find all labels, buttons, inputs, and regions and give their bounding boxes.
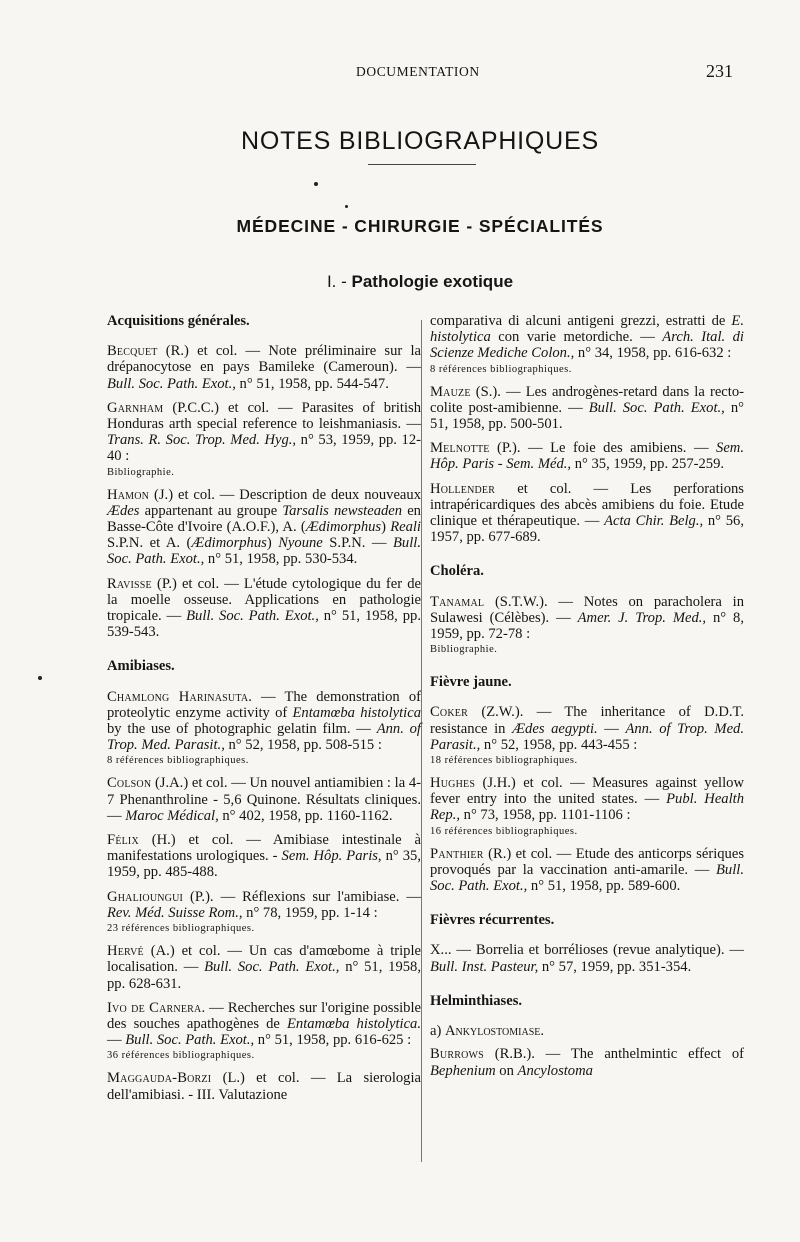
right-column bbox=[430, 313, 744, 1087]
bib-entry bbox=[107, 943, 421, 992]
bib-entry-continued bbox=[430, 313, 744, 376]
sub-heading-label: Ankylostomiase. bbox=[445, 1023, 545, 1040]
bib-entry bbox=[430, 384, 744, 433]
page-number: 231 bbox=[706, 61, 733, 81]
journal-ref: Maroc Médical, bbox=[125, 807, 219, 824]
margin-mark bbox=[38, 676, 42, 680]
bib-entry bbox=[430, 481, 744, 546]
journal-ref: Bull. Inst. Pasteur, bbox=[430, 958, 539, 975]
ornament-dot bbox=[314, 182, 318, 186]
entry-text: — Borrelia et borrélioses (revue analytique). — bbox=[451, 942, 744, 959]
entry-text: S.P.N. — bbox=[322, 535, 394, 552]
bib-entry bbox=[430, 846, 744, 895]
entry-pages: n° 51, 1958, pp. 500-501. bbox=[430, 399, 744, 433]
entry-text: . — The demonstration of proteolytic enzyme activity of bbox=[107, 688, 421, 721]
bib-entry bbox=[430, 775, 744, 838]
bib-entry bbox=[107, 689, 421, 768]
entry-pages: n° 57, 1959, pp. 351-354. bbox=[538, 958, 692, 975]
entry-pages: n° 51, 1958, pp. 589-600. bbox=[527, 878, 681, 895]
journal-ref: Ann. of Trop. Med. Parasit., bbox=[430, 720, 744, 753]
author: Ghalioungui bbox=[107, 888, 184, 905]
entry-text: (P.) et col. — L'étude cytologique du fer de la moelle osseuse. Applications en pathologie tropicale. — bbox=[107, 575, 421, 625]
entry-text: — bbox=[597, 720, 626, 737]
entry-text: appartenant au groupe bbox=[139, 502, 283, 519]
sub-heading-ankylostomiase bbox=[430, 1023, 744, 1039]
author: Colson bbox=[107, 775, 152, 792]
author: Ravisse bbox=[107, 575, 152, 592]
bib-note: 16 références bibliographiques. bbox=[430, 825, 578, 837]
bib-entry bbox=[107, 1000, 421, 1063]
ornament-dot bbox=[345, 205, 348, 208]
entry-pages: n° 51, 1958, pp. 616-625 : bbox=[254, 1032, 412, 1049]
entry-text: (R.B.). — The anthelmintic effect of bbox=[483, 1046, 744, 1063]
entry-text: (L.) et col. — La sierologia dell'amibiasi. - III. Valutazione bbox=[107, 1070, 421, 1103]
species-name: Entamœba histolytica. bbox=[287, 1015, 422, 1032]
journal-ref: Sem. Hôp. Paris - Sem. Méd., bbox=[430, 440, 744, 473]
author: Melnotte bbox=[430, 440, 490, 457]
author: Panthier bbox=[430, 845, 484, 862]
author: Ivo de Carnera bbox=[107, 999, 202, 1016]
journal-ref: Trans. R. Soc. Trop. Med. Hyg., bbox=[107, 432, 297, 449]
author: Hervé bbox=[107, 943, 144, 960]
bib-entry bbox=[430, 1046, 744, 1078]
title-rule bbox=[368, 164, 476, 165]
entry-pages: n° 52, 1958, pp. 443-455 : bbox=[480, 736, 638, 753]
bib-entry bbox=[430, 942, 744, 974]
entry-text: — bbox=[107, 1032, 126, 1049]
bib-entry bbox=[107, 343, 421, 392]
author: Hughes bbox=[430, 775, 476, 792]
author: Chamlong Harinasuta bbox=[107, 688, 249, 705]
entry-pages: n° 8, 1959, pp. 72-78 : bbox=[430, 609, 744, 643]
entry-text: . — Recherches sur l'origine possible des souches apathogènes de bbox=[107, 999, 422, 1032]
author: Garnham bbox=[107, 399, 164, 416]
entry-text: (J.) et col. — Description de deux nouveaux bbox=[149, 486, 421, 503]
bib-entry bbox=[430, 440, 744, 472]
bib-note: 8 références bibliographiques. bbox=[430, 363, 572, 375]
author: Hamon bbox=[107, 486, 150, 503]
author: Mauze bbox=[430, 383, 471, 400]
species-name: Bephenium bbox=[430, 1062, 496, 1079]
entry-pages: n° 73, 1958, pp. 1101-1106 : bbox=[460, 807, 631, 824]
subsection-name: Pathologie exotique bbox=[351, 272, 514, 291]
entry-text: by the use of photographic gelatin film. — bbox=[107, 721, 377, 738]
bib-entry bbox=[107, 487, 421, 568]
entry-pages: n° 402, 1958, pp. 1160-1162. bbox=[218, 807, 393, 824]
bib-note: Bibliographie. bbox=[430, 644, 498, 656]
entry-text: (S.T.W.). — Notes on paracholera in Sulawesi (Célèbes). — bbox=[430, 593, 744, 626]
species-name: Ancylostoma bbox=[517, 1062, 593, 1079]
author: Tanamal bbox=[430, 593, 485, 610]
entry-pages: n° 78, 1959, pp. 1-14 : bbox=[242, 904, 378, 921]
entry-text: (J.H.) et col. — Measures against yellow fever entry into the united states. — bbox=[430, 775, 744, 808]
entry-pages: n° 35, 1959, pp. 485-488. bbox=[107, 848, 421, 881]
journal-ref: Rev. Méd. Suisse Rom., bbox=[107, 904, 243, 921]
species-name: E. histolytica bbox=[430, 313, 744, 346]
entry-text: et col. — Les perforations intrapéricardiques des abcès amibiens du foie. Etude clinique et thérapeutique. — bbox=[430, 480, 744, 530]
bib-entry bbox=[430, 594, 744, 657]
entry-pages: n° 56, 1957, pp. 677-689. bbox=[430, 513, 744, 546]
author: Becquet bbox=[107, 343, 158, 360]
species-name: Tarsalis newsteaden bbox=[282, 502, 403, 519]
entry-text: ) bbox=[266, 535, 279, 552]
journal-ref: Bull. Soc. Path. Exot., bbox=[430, 861, 744, 895]
entry-pages: n° 51, 1958, pp. 539-543. bbox=[107, 608, 421, 641]
entry-text: S.P.N. et A. ( bbox=[107, 535, 192, 552]
entry-pages: n° 53, 1959, pp. 12-40 : bbox=[107, 432, 421, 465]
bib-entry bbox=[107, 576, 421, 641]
author: Coker bbox=[430, 704, 468, 721]
entry-pages: n° 35, 1959, pp. 257-259. bbox=[571, 456, 725, 473]
heading-fievres-recurrentes: Fièvres récurrentes. bbox=[430, 912, 555, 929]
journal-ref: Bull. Soc. Path. Exot., bbox=[588, 399, 725, 416]
entry-text: (P.). — Réflexions sur l'amibiase. — bbox=[183, 888, 421, 905]
journal-ref: Ann. of Trop. Med. Parasit., bbox=[107, 721, 421, 754]
bib-note: 36 références bibliographiques. bbox=[107, 1050, 255, 1062]
heading-amibiases: Amibiases. bbox=[107, 658, 175, 675]
species-name: Ædes bbox=[107, 502, 140, 519]
entry-text: (H.) et col. — Amibiase intestinale à manifestations urologiques. - bbox=[107, 832, 421, 865]
journal-ref: Publ. Health Rep., bbox=[430, 791, 744, 824]
journal-ref: Sem. Hôp. Paris, bbox=[281, 848, 382, 865]
entry-text: (P.C.C.) et col. — Parasites of british Honduras arth special reference to leishmaniasis. — bbox=[107, 399, 421, 433]
heading-acquisitions: Acquisitions générales. bbox=[107, 313, 250, 329]
entry-text: (Z.W.). — The inheritance of D.D.T. resistance in bbox=[430, 704, 744, 737]
author: Félix bbox=[107, 832, 139, 849]
journal-ref: Amer. J. Trop. Med., bbox=[577, 609, 707, 626]
bib-entry bbox=[107, 775, 421, 824]
entry-text: (A.) et col. — Un cas d'amœbome à triple localisation. — bbox=[107, 943, 421, 976]
species-name: Nyoune bbox=[278, 535, 323, 552]
author: Hollender bbox=[430, 480, 496, 497]
entry-text: ) bbox=[381, 519, 391, 536]
entry-pages: n° 51, 1958, pp. 544-547. bbox=[235, 375, 389, 392]
bib-note: 18 références bibliographiques. bbox=[430, 755, 578, 767]
author: X... bbox=[430, 942, 452, 959]
journal-ref: Acta Chir. Belg., bbox=[604, 513, 704, 530]
entry-text: (S.). — Les androgènes-retard dans la recto-colite post-amibienne. — bbox=[430, 383, 744, 416]
entry-text: (J.A.) et col. — Un nouvel antiamibien : la 4-7 Phenanthroline - 5,6 Quinone. Résultats cliniques. — bbox=[107, 775, 421, 824]
heading-cholera: Choléra. bbox=[430, 563, 484, 580]
journal-ref: Bull. Soc. Path. Exot., bbox=[186, 608, 319, 625]
bib-entry bbox=[107, 1070, 421, 1102]
bib-note: Bibliographie. bbox=[107, 466, 175, 478]
species-name: Ædimorphus bbox=[191, 535, 267, 552]
species-name: Entamœba histolytica bbox=[292, 704, 421, 721]
left-column bbox=[107, 313, 421, 1111]
heading-helminthiases: Helminthiases. bbox=[430, 992, 523, 1009]
heading-fievre-jaune: Fièvre jaune. bbox=[430, 674, 512, 691]
entry-text: (R.) et col. — Note préliminaire sur la drépanocytose en pays Bamileke (Cameroun). — bbox=[107, 343, 421, 376]
entry-pages: n° 34, 1958, pp. 616-632 : bbox=[574, 345, 732, 362]
bib-note: 8 références bibliographiques. bbox=[107, 755, 249, 767]
section-title: MÉDECINE - CHIRURGIE - SPÉCIALITÉS bbox=[236, 216, 604, 236]
entry-text: comparativa di alcuni antigeni grezzi, estratti de bbox=[430, 313, 732, 329]
species-name: Ædimorphus bbox=[305, 519, 382, 536]
journal-ref: Bull. Soc. Path. Exot., bbox=[125, 1032, 255, 1049]
journal-ref: Arch. Ital. di Scienze Mediche Colon., bbox=[430, 329, 744, 362]
bib-note: 23 références bibliographiques. bbox=[107, 923, 255, 935]
sub-heading-prefix: a) bbox=[430, 1023, 445, 1040]
author: Maggauda-Borzi bbox=[107, 1070, 212, 1087]
entry-text: (R.) et col. — Etude des anticorps sériques provoqués par la vaccination anti-amarile. — bbox=[430, 845, 744, 878]
page-title: NOTES BIBLIOGRAPHIQUES bbox=[241, 127, 599, 155]
species-name: Ædes aegypti. bbox=[512, 720, 598, 737]
entry-text: on bbox=[495, 1062, 518, 1079]
bib-entry bbox=[107, 889, 421, 935]
subsection-prefix: I. - bbox=[326, 272, 347, 291]
entry-pages: n° 52, 1958, pp. 508-515 : bbox=[224, 737, 382, 754]
entry-pages: n° 51, 1958, pp. 628-631. bbox=[107, 959, 421, 992]
entry-text: con varie metordiche. — bbox=[490, 329, 663, 346]
journal-ref: Bull. Soc. Path. Exot., bbox=[204, 959, 340, 976]
running-title: DOCUMENTATION bbox=[356, 64, 480, 79]
species-name: Reali bbox=[390, 519, 421, 536]
journal-ref: Bull. Soc. Path. Exot., bbox=[107, 535, 421, 568]
bib-entry bbox=[107, 400, 421, 479]
bib-entry bbox=[107, 832, 421, 881]
entry-pages: n° 51, 1958, pp. 530-534. bbox=[204, 551, 358, 568]
running-header bbox=[0, 61, 800, 84]
entry-text: en Basse-Côte d'Ivoire (A.O.F.), A. ( bbox=[107, 502, 421, 536]
entry-text: (P.). — Le foie des amibiens. — bbox=[489, 440, 717, 457]
bib-entry bbox=[430, 704, 744, 767]
subsection-title bbox=[0, 272, 800, 292]
column-divider bbox=[421, 320, 422, 1162]
journal-ref: Bull. Soc. Path. Exot., bbox=[107, 375, 236, 392]
author: Burrows bbox=[430, 1046, 484, 1063]
